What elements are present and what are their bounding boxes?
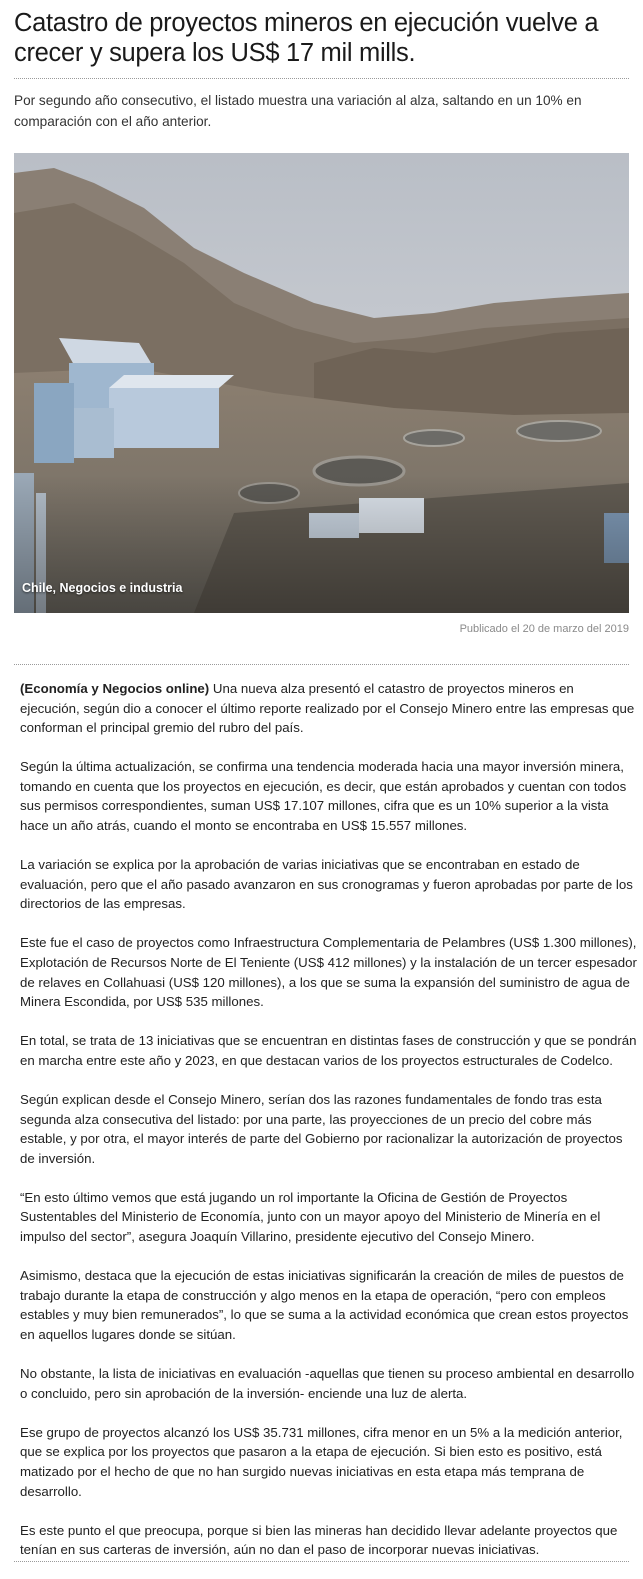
article-paragraph: Según la última actualización, se confirma una tendencia moderada hacia una mayor inversión minera, tomando en cuenta que los proyectos en ejecución, es decir, que están aprobados y cuentan con todos sus permisos correspondientes, suman US$ 17.107 millones, cifra que es un 10% superior a la vista hace un año atrás, cuando el monto se encontraba en US$ 15.557 millones. [20, 759, 627, 834]
photo-caption: Chile, Negocios e industria [22, 581, 183, 595]
title-divider [14, 78, 629, 79]
article-divider-bottom [14, 1561, 629, 1562]
article-paragraph: No obstante, la lista de iniciativas en evaluación -aquellas que tienen su proceso ambiental en desarrollo o concluido, pero sin aprobación de la inversión- enciende una luz de alerta. [20, 1366, 635, 1401]
article-paragraph: “En esto último vemos que está jugando un rol importante la Oficina de Gestión de Proyectos Sustentables del Ministerio de Economía, junto con un mayor apoyo del Ministerio de Minería en el impulso del sector”, asegura Joaquín Villarino, presidente ejecutivo del Consejo Minero. [20, 1189, 601, 1245]
article-title: Catastro de proyectos mineros en ejecución vuelve a crecer y supera los US$ 17 mil mills. [14, 9, 599, 67]
article-paragraph: Asimismo, destaca que la ejecución de estas iniciativas significarán la creación de miles de puestos de trabajo durante la etapa de construcción y algo menos en la etapa de operación, “pero con empleos estables y muy bien remunerados”, lo que se suma a la actividad económica que crean estos proyectos en aquellos lugares donde se sitúan. [20, 1268, 629, 1342]
article-photo [14, 153, 629, 613]
article-lede: Por segundo año consecutivo, el listado muestra una variación al alza, saltando en un 10% en comparación con el año anterior. [14, 93, 582, 129]
source-label: (Economía y Negocios online) [20, 681, 210, 696]
article-paragraph: (Economía y Negocios online) Una nueva alza presentó el catastro de proyectos mineros en ejecución, según dio a conocer el último reporte realizado por el Consejo Minero entre las empresas que conforman el principal gremio del rubro del país. [20, 681, 635, 736]
article-paragraph: Es este punto el que preocupa, porque si bien las mineras han decidido llevar adelante proyectos que tenían en sus carteras de inversión, aún no dan el paso de incorporar nuevas iniciativas. [20, 1522, 618, 1558]
article-paragraph: En total, se trata de 13 iniciativas que se encuentran en distintas fases de construcción y que se pondrán en marcha entre este año y 2023, en que destacan varios de los proyectos estructurales de Codelco. [20, 1033, 637, 1068]
article-paragraph: Este fue el caso de proyectos como Infraestructura Complementaria de Pelambres (US$ 1.300 millones), Explotación de Recursos Norte de El Teniente (US$ 412 millones) y la instalación de un tercer espesador de relaves en Collahuasi (US$ 120 millones), a los que se suma la expansión del suministro de agua de Minera Escondida, por US$ 535 millones. [20, 935, 637, 1010]
article-paragraph: Según explican desde el Consejo Minero, serían dos las razones fundamentales de fondo tras esta segunda alza consecutiva del listado: por una parte, las proyecciones de un precio del cobre más estable, y por otra, el mayor interés de parte del Gobierno por racionalizar la autorización de proyectos de inversión. [20, 1092, 623, 1166]
article-paragraph: La variación se explica por la aprobación de varias iniciativas que se encontraban en estado de evaluación, pero que el año pasado avanzaron en sus cronogramas y fueron aprobadas por parte de los directorios de las empresas. [20, 857, 633, 912]
article-divider-top [14, 664, 629, 665]
publish-date: Publicado el 20 de marzo del 2019 [459, 623, 629, 635]
article-paragraph: Ese grupo de proyectos alcanzó los US$ 35.731 millones, cifra menor en un 5% a la medición anterior, que se explica por los proyectos que pasaron a la etapa de ejecución. Si bien esto es positivo, está matizado por el hecho de que no han surgido nuevas iniciativas en esta etapa más temprana de desarrollo. [20, 1424, 623, 1499]
article-body [20, 679, 637, 1579]
